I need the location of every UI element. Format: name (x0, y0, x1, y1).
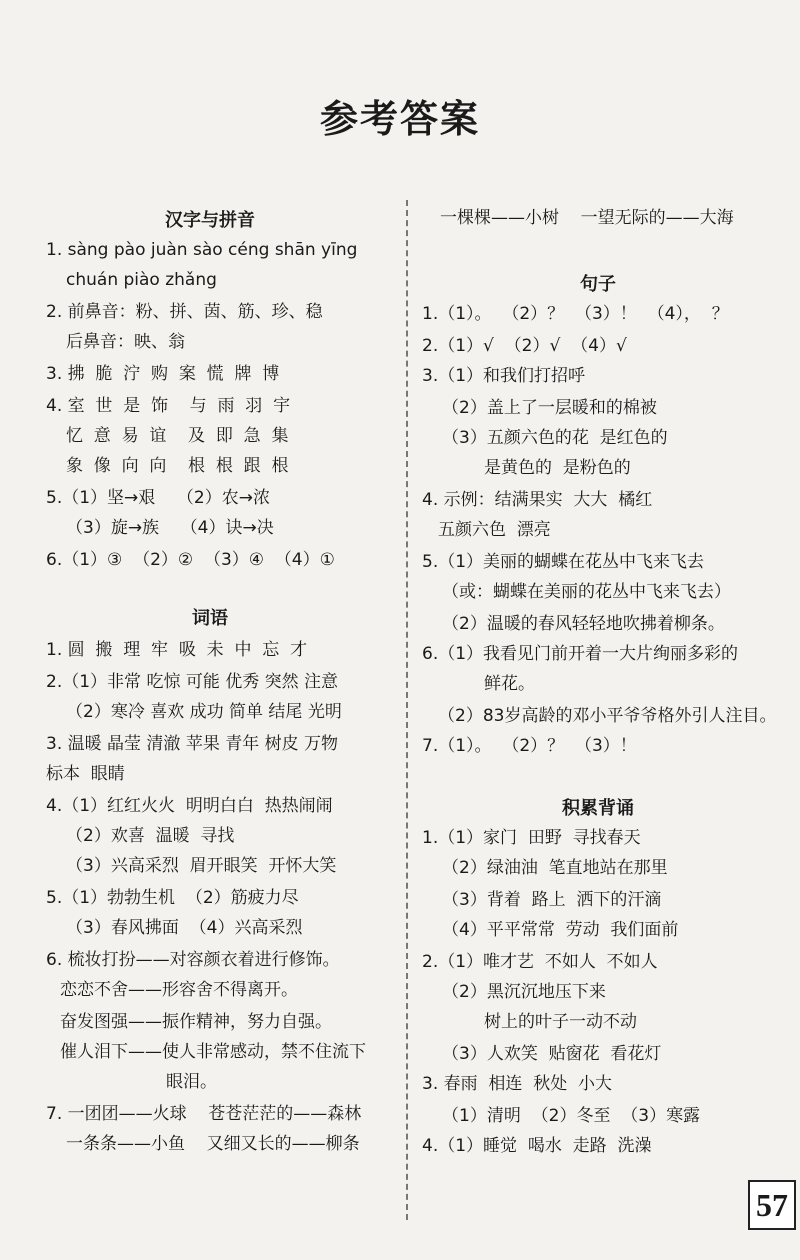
answer-line: 5.（1）勃勃生机 （2）筋疲力尽 (46, 888, 299, 908)
page-title: 参考答案 (319, 97, 480, 141)
answer-line: （2）盖上了一层暖和的棉被 (442, 398, 657, 418)
answer-line: （3）旋→族 （4）诀→决 (66, 518, 274, 538)
answer-line: 4. 室 世 是 饰 与 雨 羽 宇 (46, 396, 291, 416)
answer-line: 3. 拂 脆 泞 购 案 慌 牌 博 (46, 364, 280, 384)
answer-line: 恋恋不舍——形容舍不得离开。 (60, 980, 298, 1000)
answer-line: 6.（1）③ （2）② （3）④ （4）① (46, 550, 335, 570)
answer-line: （2）欢喜 温暖 寻找 (66, 826, 235, 846)
answer-line: （2）83岁高龄的邓小平爷爷格外引人注目。 (438, 706, 777, 726)
answer-line: 1. 圆 搬 理 牢 吸 未 中 忘 才 (46, 640, 308, 660)
answer-line: （4）平平常常 劳动 我们面前 (442, 920, 679, 940)
answer-line: 4. 示例：结满果实 大大 橘红 (422, 490, 653, 510)
answer-line: （3）兴高采烈 眉开眼笑 开怀大笑 (66, 856, 337, 876)
answer-line: （3）背着 路上 洒下的汗滴 (442, 890, 662, 910)
answer-line: 是黄色的 是粉色的 (484, 458, 631, 478)
answer-line: 3. 温暖 晶莹 清澈 苹果 青年 树皮 万物 (46, 734, 339, 754)
answer-line: （2）温暖的春风轻轻地吹拂着柳条。 (442, 614, 725, 634)
answer-line: （2）寒冷 喜欢 成功 简单 结尾 光明 (66, 702, 342, 722)
answer-line: （或：蝴蝶在美丽的花丛中飞来飞去） (442, 582, 731, 602)
answer-line: 五颜六色 漂亮 (438, 520, 551, 540)
answer-line: 忆 意 易 谊 及 即 急 集 (66, 426, 289, 446)
answer-line: 鲜花。 (484, 674, 535, 694)
answer-line: （3）五颜六色的花 是红色的 (442, 428, 668, 448)
answer-line: 5.（1）坚→艰 （2）农→浓 (46, 488, 270, 508)
answer-line: 催人泪下——使人非常感动，禁不住流下 (60, 1042, 366, 1062)
column-divider (406, 200, 408, 1220)
answer-line: 后鼻音：映、翁 (66, 332, 185, 352)
answer-line: 象 像 向 向 根 根 跟 根 (66, 456, 289, 476)
answer-line: 树上的叶子一动不动 (484, 1012, 637, 1032)
answer-line: 5.（1）美丽的蝴蝶在花丛中飞来飞去 (422, 552, 705, 572)
answer-line: （1）清明 （2）冬至 （3）寒露 (442, 1106, 701, 1126)
answer-line: （2）绿油油 笔直地站在那里 (442, 858, 668, 878)
answer-line: 奋发图强——振作精神，努力自强。 (60, 1012, 332, 1032)
section-heading-sentences: 句子 (580, 274, 616, 295)
answer-line: 3. 春雨 相连 秋处 小大 (422, 1074, 613, 1094)
answer-line: 1.（1）。 （2）？ （3）！ （4）， ？ (422, 304, 729, 324)
answer-line: 1. sàng pào juàn sào céng shān yīng (46, 240, 358, 260)
answer-line: 一棵棵——小树 一望无际的——大海 (440, 208, 734, 228)
answer-line: 1.（1）家门 田野 寻找春天 (422, 828, 641, 848)
answer-line: 7.（1）。 （2）？ （3）！ (422, 736, 637, 756)
answer-line: 4.（1）睡觉 喝水 走路 洗澡 (422, 1136, 652, 1156)
section-heading-words: 词语 (192, 608, 228, 629)
answer-line: 2. 前鼻音：粉、拼、茵、筋、珍、稳 (46, 302, 323, 322)
answer-line: （3）人欢笑 贴窗花 看花灯 (442, 1044, 662, 1064)
answer-line: 2.（1）非常 吃惊 可能 优秀 突然 注意 (46, 672, 339, 692)
answer-line: 2.（1）√ （2）√ （4）√ (422, 336, 627, 356)
answer-line: （2）黑沉沉地压下来 (442, 982, 606, 1002)
answer-line: 6.（1）我看见门前开着一大片绚丽多彩的 (422, 644, 739, 664)
answer-line: 标本 眼睛 (46, 764, 125, 784)
section-heading-recitation: 积累背诵 (562, 798, 634, 819)
answer-line: （3）春风拂面 （4）兴高采烈 (66, 918, 303, 938)
answer-line: 一条条——小鱼 又细又长的——柳条 (66, 1134, 360, 1154)
section-heading-pinyin: 汉字与拼音 (165, 210, 255, 231)
page-number: 57 (748, 1180, 796, 1230)
answer-line: 2.（1）唯才艺 不如人 不如人 (422, 952, 658, 972)
answer-line: 7. 一团团——火球 苍苍茫茫的——森林 (46, 1104, 362, 1124)
answer-line: chuán piào zhǎng (66, 270, 217, 290)
answer-line: 3.（1）和我们打招呼 (422, 366, 586, 386)
answer-line: 4.（1）红红火火 明明白白 热热闹闹 (46, 796, 333, 816)
answer-line: 6. 梳妆打扮——对容颜衣着进行修饰。 (46, 950, 340, 970)
answer-line: 眼泪。 (166, 1072, 217, 1092)
